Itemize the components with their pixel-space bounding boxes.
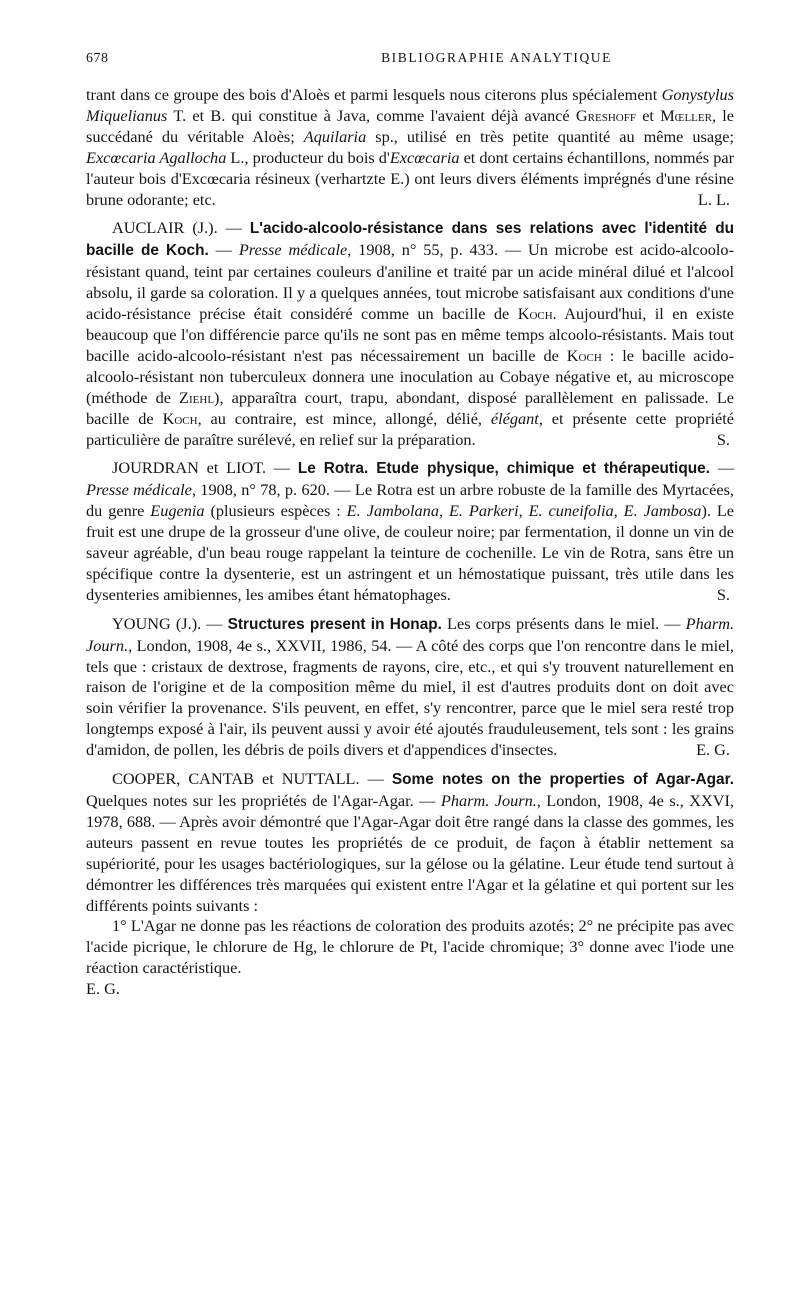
entry-auclair: AUCLAIR (J.). — L'acido-alcoolo-résistance dans ses relations avec l'identité du bacille de Koch. — Presse médicale, 1908, n° 55, p. 433. — Un microbe est acido-alcoolo-résistant quand, teint par certaines couleurs d'aniline et traité par un acide minéral dilué et l'alcool absolu, il garde sa coloration. Il y a quelques années, tout microbe satisfaisant aux conditions d'une acido-résistance précise était considéré comme un bacille de Koch. Aujourd'hui, il en existe beaucoup que l'on différencie parce qu'ils ne sont pas en même temps alcoolo-résistants. Mais tout bacille acido-alcoolo-résistant n'est pas nécessairement un bacille de Koch : le bacille acido-alcoolo-résistant non tuberculeux donnera une inoculation au Cobaye négative et, au microscope (méthode de Ziehl), apparaîtra court, trapu, abondant, disposé parallèlement en palissade. Le bacille de Koch, au contraire, est mince, allongé, délié, élégant, et présente cette propriété particulière de paraître surélevé, en relief sur la préparation. S.	[86, 218, 735, 449]
reviewer-signature: L. L.	[697, 189, 730, 209]
entry-author: JOURDRAN et LIOT. —	[112, 458, 298, 478]
entry-title: Structures present in Honap.	[227, 615, 442, 633]
entry-author: YOUNG (J.). —	[112, 613, 228, 633]
reviewer-signature: S.	[716, 584, 730, 604]
numbered-points: 1° L'Agar ne donne pas les réactions de coloration des produits azotés; 2° ne précipite pas avec l'acide picrique, le chlorure de Hg, le chlorure de Pt, l'acide chromique; 3° donne avec l'iode une réaction caractéristique.	[86, 916, 734, 978]
entry-author: COOPER, CANTAB et NUTTALL. —	[112, 769, 392, 789]
intro-paragraph: trant dans ce groupe des bois d'Aloès et parmi lesquels nous citerons plus spécialement Gonystylus Miquelianus T. et B. qui constitue à Java, comme l'avaient déjà avancé Greshoff et Mœller, le succédané du véritable Aloès; Aquilaria sp., utilisé en très petite quantité au même usage; Excœcaria Agallocha L., producteur du bois d'Excœcaria et dont certains échantillons, nommés par l'auteur bois d'Excœcaria résineux (verhartzte E.) ont leurs divers éléments imprégnés d'une résine brune odorante; etc. L. L.	[86, 85, 735, 209]
running-title: BIBLIOGRAPHIE ANALYTIQUE	[381, 50, 612, 65]
entry-cooper: COOPER, CANTAB et NUTTALL. — Some notes on the properties of Agar-Agar. Quelques notes sur les propriétés de l'Agar-Agar. — Pharm. Journ., London, 1908, 4e s., XXVI, 1978, 688. — Après avoir démontré que l'Agar-Agar doit être rangé dans la classe des gommes, les auteurs passent en revue toutes les propriétés de ce produit, de façon à établir nettement sa supériorité, pour les usages bactériologiques, sur la gélose ou la gélatine. Leur étude tend surtout à démontrer les différences très marquées qui existent entre l'Agar et la gélatine et qui portent sur les différents points suivants :	[86, 769, 735, 915]
entry-title: Le Rotra. Etude physique, chimique et thérapeutique.	[297, 460, 710, 478]
reviewer-signature: E. G.	[696, 740, 730, 760]
journal-name: Presse médicale	[86, 480, 192, 500]
entry-title: Some notes on the properties of Agar-Agar.	[391, 771, 734, 789]
page-number: 678	[86, 51, 109, 66]
entry-young: YOUNG (J.). — Structures present in Honap. Les corps présents dans le miel. — Pharm. Journ., London, 1908, 4e s., XXVII, 1986, 54. — A côté des corps que l'on rencontre dans le miel, tels que : cristaux de dextrose, fragments de rayons, cire, etc., et qui s'y trouvent naturellement en raison de l'origine et de la composition même du miel, il est d'autres produits dont on doit avec soin vérifier la provenance. S'ils peuvent, en effet, s'y rencontrer, parce que le miel sera resté trop longtemps exposé à l'air, ils peuvent aussi y avoir été ajoutés frauduleusement, tels sont : les grains d'amidon, de pollen, les débris de poils divers et d'appendices d'insectes. E. G.	[86, 613, 735, 760]
entry-title: L'acido-alcoolo-résistance dans ses relations avec l'identité du bacille de Koch.	[86, 220, 735, 260]
reviewer-signature: E. G.	[86, 979, 120, 999]
reviewer-signature: S.	[716, 429, 730, 449]
journal-name: Pharm. Journ.	[86, 613, 735, 655]
journal-name: Pharm. Journ.	[440, 791, 537, 810]
entry-jourdran: JOURDRAN et LIOT. — Le Rotra. Etude physique, chimique et thérapeutique. — Presse médicale, 1908, n° 78, p. 620. — Le Rotra est un arbre robuste de la famille des Myrtacées, du genre Eugenia (plusieurs espèces : E. Jambolana, E. Parkeri, E. cuneifolia, E. Jambosa). Le fruit est une drupe de la grosseur d'une olive, de couleur noire; par fermentation, il donne un vin de saveur agréable, d'un beau rouge rappelant la teinture de cochenille. Le vin de Rotra, sans être un spécifique contre la dysenterie, est un astringent et un hémostatique puissant, très utile dans les dysenteries amibiennes, les amibes étant hématophages. S.	[86, 458, 735, 604]
journal-name: Presse médicale	[238, 240, 348, 260]
page-header	[86, 48, 734, 82]
entry-author: AUCLAIR (J.). —	[112, 218, 250, 238]
